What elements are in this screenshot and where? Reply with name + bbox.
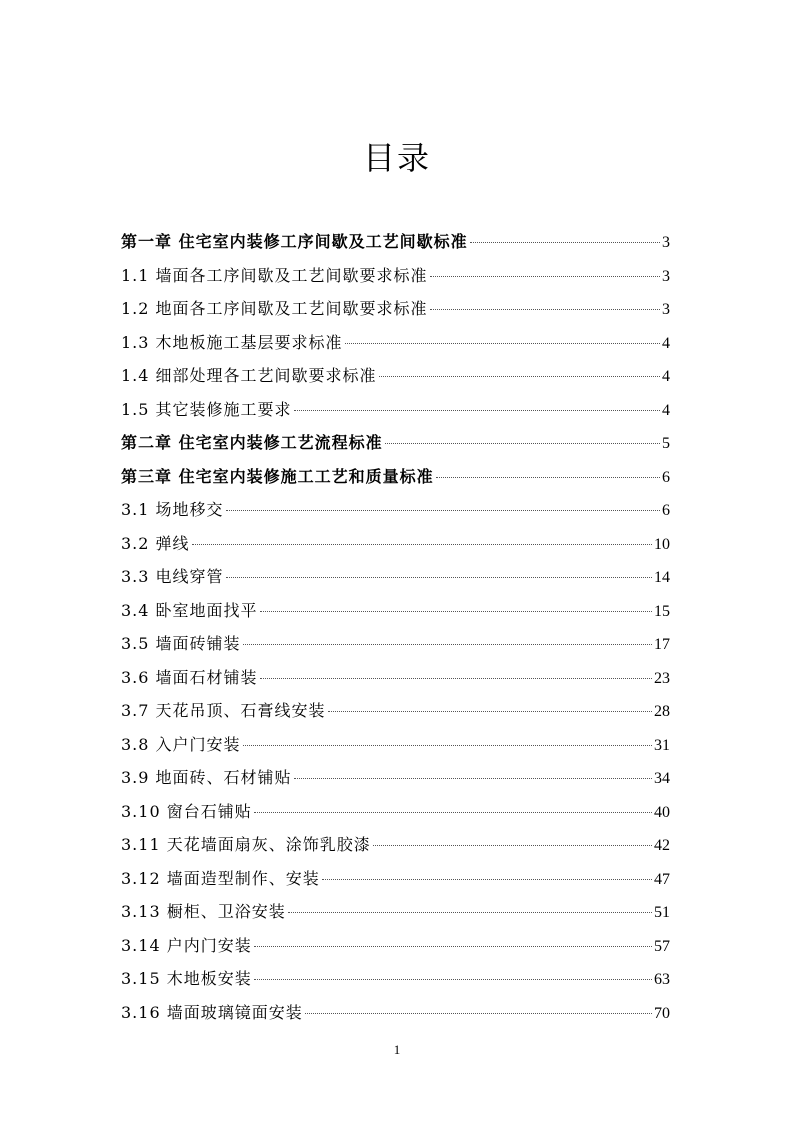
toc-entry-page: 3 bbox=[662, 234, 670, 251]
toc-section-entry[interactable] bbox=[121, 597, 670, 631]
toc-entry-page: 42 bbox=[654, 837, 670, 854]
toc-dot-leader bbox=[294, 410, 660, 411]
toc-entry-label: 3.12 墙面造型制作、安装 bbox=[121, 868, 320, 888]
toc-entry-label: 第一章 住宅室内装修工序间歇及工艺间歇标准 bbox=[121, 232, 468, 251]
toc-section-entry[interactable] bbox=[121, 764, 670, 798]
toc-entry-page: 4 bbox=[662, 334, 670, 352]
toc-section-entry[interactable] bbox=[121, 999, 670, 1033]
toc-dot-leader bbox=[373, 845, 652, 846]
toc-dot-leader bbox=[436, 477, 660, 478]
toc-dot-leader bbox=[254, 812, 652, 813]
toc-entry-page: 34 bbox=[654, 770, 670, 787]
toc-section-entry[interactable] bbox=[121, 496, 670, 530]
toc-entry-page: 3 bbox=[662, 267, 670, 285]
toc-dot-leader bbox=[430, 276, 660, 277]
toc-section-entry[interactable] bbox=[121, 630, 670, 664]
toc-chapter-entry[interactable] bbox=[121, 429, 670, 463]
toc-dot-leader bbox=[385, 443, 660, 444]
toc-entry-page: 3 bbox=[662, 301, 670, 318]
toc-dot-leader bbox=[254, 979, 652, 980]
toc-entry-page: 4 bbox=[662, 401, 670, 419]
toc-entry-label: 3.14 户内门安装 bbox=[121, 935, 252, 955]
toc-section-entry[interactable] bbox=[121, 295, 670, 329]
toc-entry-label: 3.16 墙面玻璃镜面安装 bbox=[121, 1002, 303, 1022]
toc-entry-page: 63 bbox=[654, 971, 670, 988]
toc-entry-label: 3.4 卧室地面找平 bbox=[121, 600, 258, 620]
toc-dot-leader bbox=[470, 242, 660, 243]
toc-section-entry[interactable] bbox=[121, 396, 670, 430]
toc-dot-leader bbox=[379, 376, 660, 377]
toc-section-entry[interactable] bbox=[121, 530, 670, 564]
toc-section-entry[interactable] bbox=[121, 362, 670, 396]
toc-dot-leader bbox=[260, 678, 652, 679]
toc-section-entry[interactable] bbox=[121, 262, 670, 296]
toc-entry-label: 3.11 天花墙面扇灰、涂饰乳胶漆 bbox=[121, 835, 371, 854]
toc-dot-leader bbox=[322, 879, 652, 880]
toc-section-entry[interactable] bbox=[121, 563, 670, 597]
toc-section-entry[interactable] bbox=[121, 831, 670, 865]
toc-entry-page: 31 bbox=[654, 736, 670, 754]
toc-section-entry[interactable] bbox=[121, 865, 670, 899]
toc-section-entry[interactable] bbox=[121, 898, 670, 932]
toc-entry-label: 3.1 场地移交 bbox=[121, 500, 224, 519]
toc-entry-page: 10 bbox=[654, 535, 670, 553]
toc-section-entry[interactable] bbox=[121, 697, 670, 731]
toc-dot-leader bbox=[430, 309, 660, 310]
toc-dot-leader bbox=[328, 711, 652, 712]
toc-chapter-entry[interactable] bbox=[121, 228, 670, 262]
table-of-contents bbox=[121, 228, 670, 1032]
toc-section-entry[interactable] bbox=[121, 932, 670, 966]
toc-entry-page: 14 bbox=[654, 569, 670, 586]
toc-entry-label: 1.2 地面各工序间歇及工艺间歇要求标准 bbox=[121, 299, 428, 318]
toc-entry-label: 3.5 墙面砖铺装 bbox=[121, 634, 241, 653]
toc-dot-leader bbox=[305, 1013, 652, 1014]
toc-entry-label: 3.2 弹线 bbox=[121, 533, 190, 553]
toc-entry-label: 3.6 墙面石材铺装 bbox=[121, 667, 258, 687]
toc-entry-page: 17 bbox=[654, 636, 670, 653]
toc-dot-leader bbox=[243, 644, 652, 645]
toc-section-entry[interactable] bbox=[121, 664, 670, 698]
toc-entry-page: 15 bbox=[654, 602, 670, 620]
toc-entry-label: 3.8 入户门安装 bbox=[121, 734, 241, 754]
toc-section-entry[interactable] bbox=[121, 798, 670, 832]
toc-entry-label: 3.10 窗台石铺贴 bbox=[121, 801, 252, 821]
toc-section-entry[interactable] bbox=[121, 731, 670, 765]
toc-section-entry[interactable] bbox=[121, 329, 670, 363]
toc-entry-label: 第二章 住宅室内装修工艺流程标准 bbox=[121, 433, 383, 452]
toc-dot-leader bbox=[226, 577, 652, 578]
toc-entry-label: 1.3 木地板施工基层要求标准 bbox=[121, 332, 343, 352]
toc-entry-page: 40 bbox=[654, 803, 670, 821]
toc-entry-label: 3.15 木地板安装 bbox=[121, 969, 252, 988]
toc-entry-label: 3.13 橱柜、卫浴安装 bbox=[121, 902, 286, 921]
toc-section-entry[interactable] bbox=[121, 965, 670, 999]
toc-entry-label: 1.5 其它装修施工要求 bbox=[121, 399, 292, 419]
document-title: 目录 bbox=[362, 139, 431, 177]
toc-dot-leader bbox=[345, 343, 660, 344]
toc-entry-page: 6 bbox=[662, 468, 670, 486]
toc-entry-page: 5 bbox=[662, 435, 670, 452]
toc-entry-label: 1.1 墙面各工序间歇及工艺间歇要求标准 bbox=[121, 265, 428, 285]
toc-entry-page: 57 bbox=[654, 937, 670, 955]
toc-entry-label: 3.9 地面砖、石材铺贴 bbox=[121, 768, 292, 787]
toc-dot-leader bbox=[294, 778, 652, 779]
toc-entry-label: 3.7 天花吊顶、石膏线安装 bbox=[121, 701, 326, 720]
toc-dot-leader bbox=[288, 912, 652, 913]
toc-dot-leader bbox=[192, 544, 652, 545]
page-number: 1 bbox=[393, 1042, 401, 1057]
toc-dot-leader bbox=[243, 745, 652, 746]
toc-entry-page: 51 bbox=[654, 904, 670, 921]
toc-entry-page: 47 bbox=[654, 870, 670, 888]
toc-entry-page: 6 bbox=[662, 502, 670, 519]
toc-entry-page: 23 bbox=[654, 669, 670, 687]
toc-entry-page: 4 bbox=[662, 368, 670, 385]
toc-entry-label: 第三章 住宅室内装修施工工艺和质量标准 bbox=[121, 466, 434, 486]
toc-entry-label: 3.3 电线穿管 bbox=[121, 567, 224, 586]
toc-entry-page: 70 bbox=[654, 1004, 670, 1022]
toc-dot-leader bbox=[254, 946, 652, 947]
toc-entry-label: 1.4 细部处理各工艺间歇要求标准 bbox=[121, 366, 377, 385]
toc-entry-page: 28 bbox=[654, 703, 670, 720]
toc-dot-leader bbox=[260, 611, 652, 612]
toc-chapter-entry[interactable] bbox=[121, 463, 670, 497]
toc-dot-leader bbox=[226, 510, 660, 511]
